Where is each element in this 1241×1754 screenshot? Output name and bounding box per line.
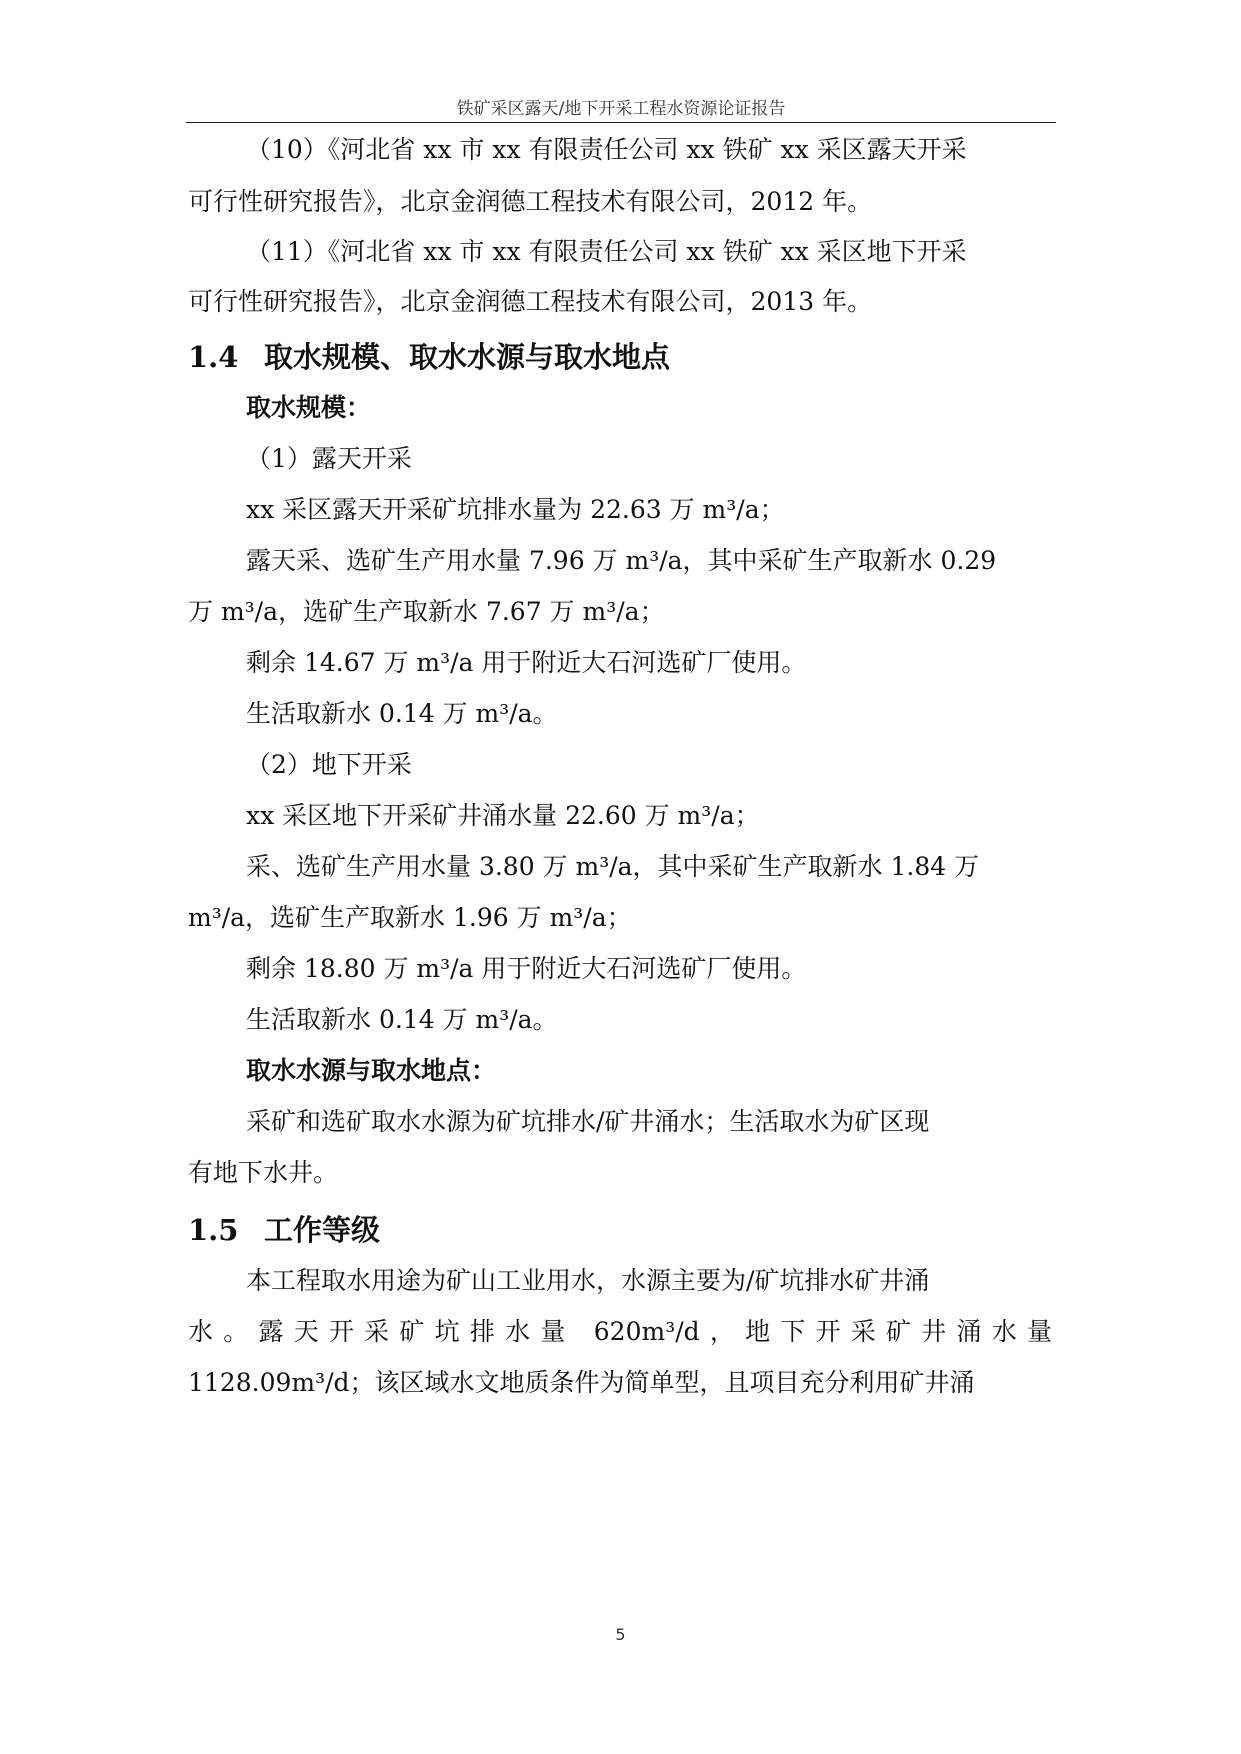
- running-header: 铁矿采区露天/地下开采工程水资源论证报告: [456, 99, 786, 119]
- work-level-line-2: 水。露天开采矿坑排水量 620m³/d，地下开采矿井涌水量: [188, 1317, 1052, 1346]
- section-title: 工作等级: [264, 1213, 381, 1247]
- section-number: 1.4: [188, 340, 239, 374]
- open-pit-line-4: 剩余 14.67 万 m³/a 用于附近大石河选矿厂使用。: [246, 648, 807, 677]
- underground-line-3: m³/a，选矿生产取新水 1.96 万 m³/a；: [188, 903, 632, 932]
- underground-line-4: 剩余 18.80 万 m³/a 用于附近大石河选矿厂使用。: [246, 954, 807, 983]
- work-level-line-3: 1128.09m³/d；该区域水文地质条件为简单型，且项目充分利用矿井涌: [188, 1368, 975, 1397]
- section-title: 取水规模、取水水源与取水地点: [264, 340, 671, 374]
- reference-10-line-2: 可行性研究报告》，北京金润德工程技术有限公司，2012 年。: [188, 187, 873, 216]
- page-number: 5: [615, 1625, 626, 1644]
- section-heading-1-5: [188, 1210, 380, 1250]
- header-rule: [186, 122, 1056, 123]
- reference-11-line-2: 可行性研究报告》，北京金润德工程技术有限公司，2013 年。: [188, 287, 873, 316]
- source-line-1: 采矿和选矿取水水源为矿坑排水/矿井涌水；生活取水为矿区现: [246, 1107, 930, 1136]
- work-level-line-1: 本工程取水用途为矿山工业用水，水源主要为/矿坑排水矿井涌: [246, 1266, 930, 1295]
- subheading-open-pit: （1）露天开采: [246, 444, 412, 473]
- underground-line-5: 生活取新水 0.14 万 m³/a。: [246, 1005, 558, 1034]
- source-line-2: 有地下水井。: [188, 1158, 339, 1187]
- section-number: 1.5: [188, 1213, 239, 1247]
- underground-line-2: 采、选矿生产用水量 3.80 万 m³/a，其中采矿生产取新水 1.84 万: [246, 852, 980, 881]
- reference-11-line-1: （11）《河北省 xx 市 xx 有限责任公司 xx 铁矿 xx 采区地下开采: [246, 237, 967, 266]
- subheading-source-location: 取水水源与取水地点：: [246, 1056, 497, 1085]
- underground-line-1: xx 采区地下开采矿井涌水量 22.60 万 m³/a；: [246, 801, 760, 830]
- open-pit-line-3: 万 m³/a，选矿生产取新水 7.67 万 m³/a；: [188, 597, 665, 626]
- open-pit-line-1: xx 采区露天开采矿坑排水量为 22.63 万 m³/a；: [246, 495, 785, 524]
- subheading-intake-scale: 取水规模：: [246, 393, 372, 422]
- subheading-underground: （2）地下开采: [246, 750, 412, 779]
- reference-10-line-1: （10）《河北省 xx 市 xx 有限责任公司 xx 铁矿 xx 采区露天开采: [246, 135, 967, 164]
- open-pit-line-5: 生活取新水 0.14 万 m³/a。: [246, 699, 558, 728]
- section-heading-1-4: [188, 337, 670, 377]
- open-pit-line-2: 露天采、选矿生产用水量 7.96 万 m³/a，其中采矿生产取新水 0.29: [246, 546, 997, 575]
